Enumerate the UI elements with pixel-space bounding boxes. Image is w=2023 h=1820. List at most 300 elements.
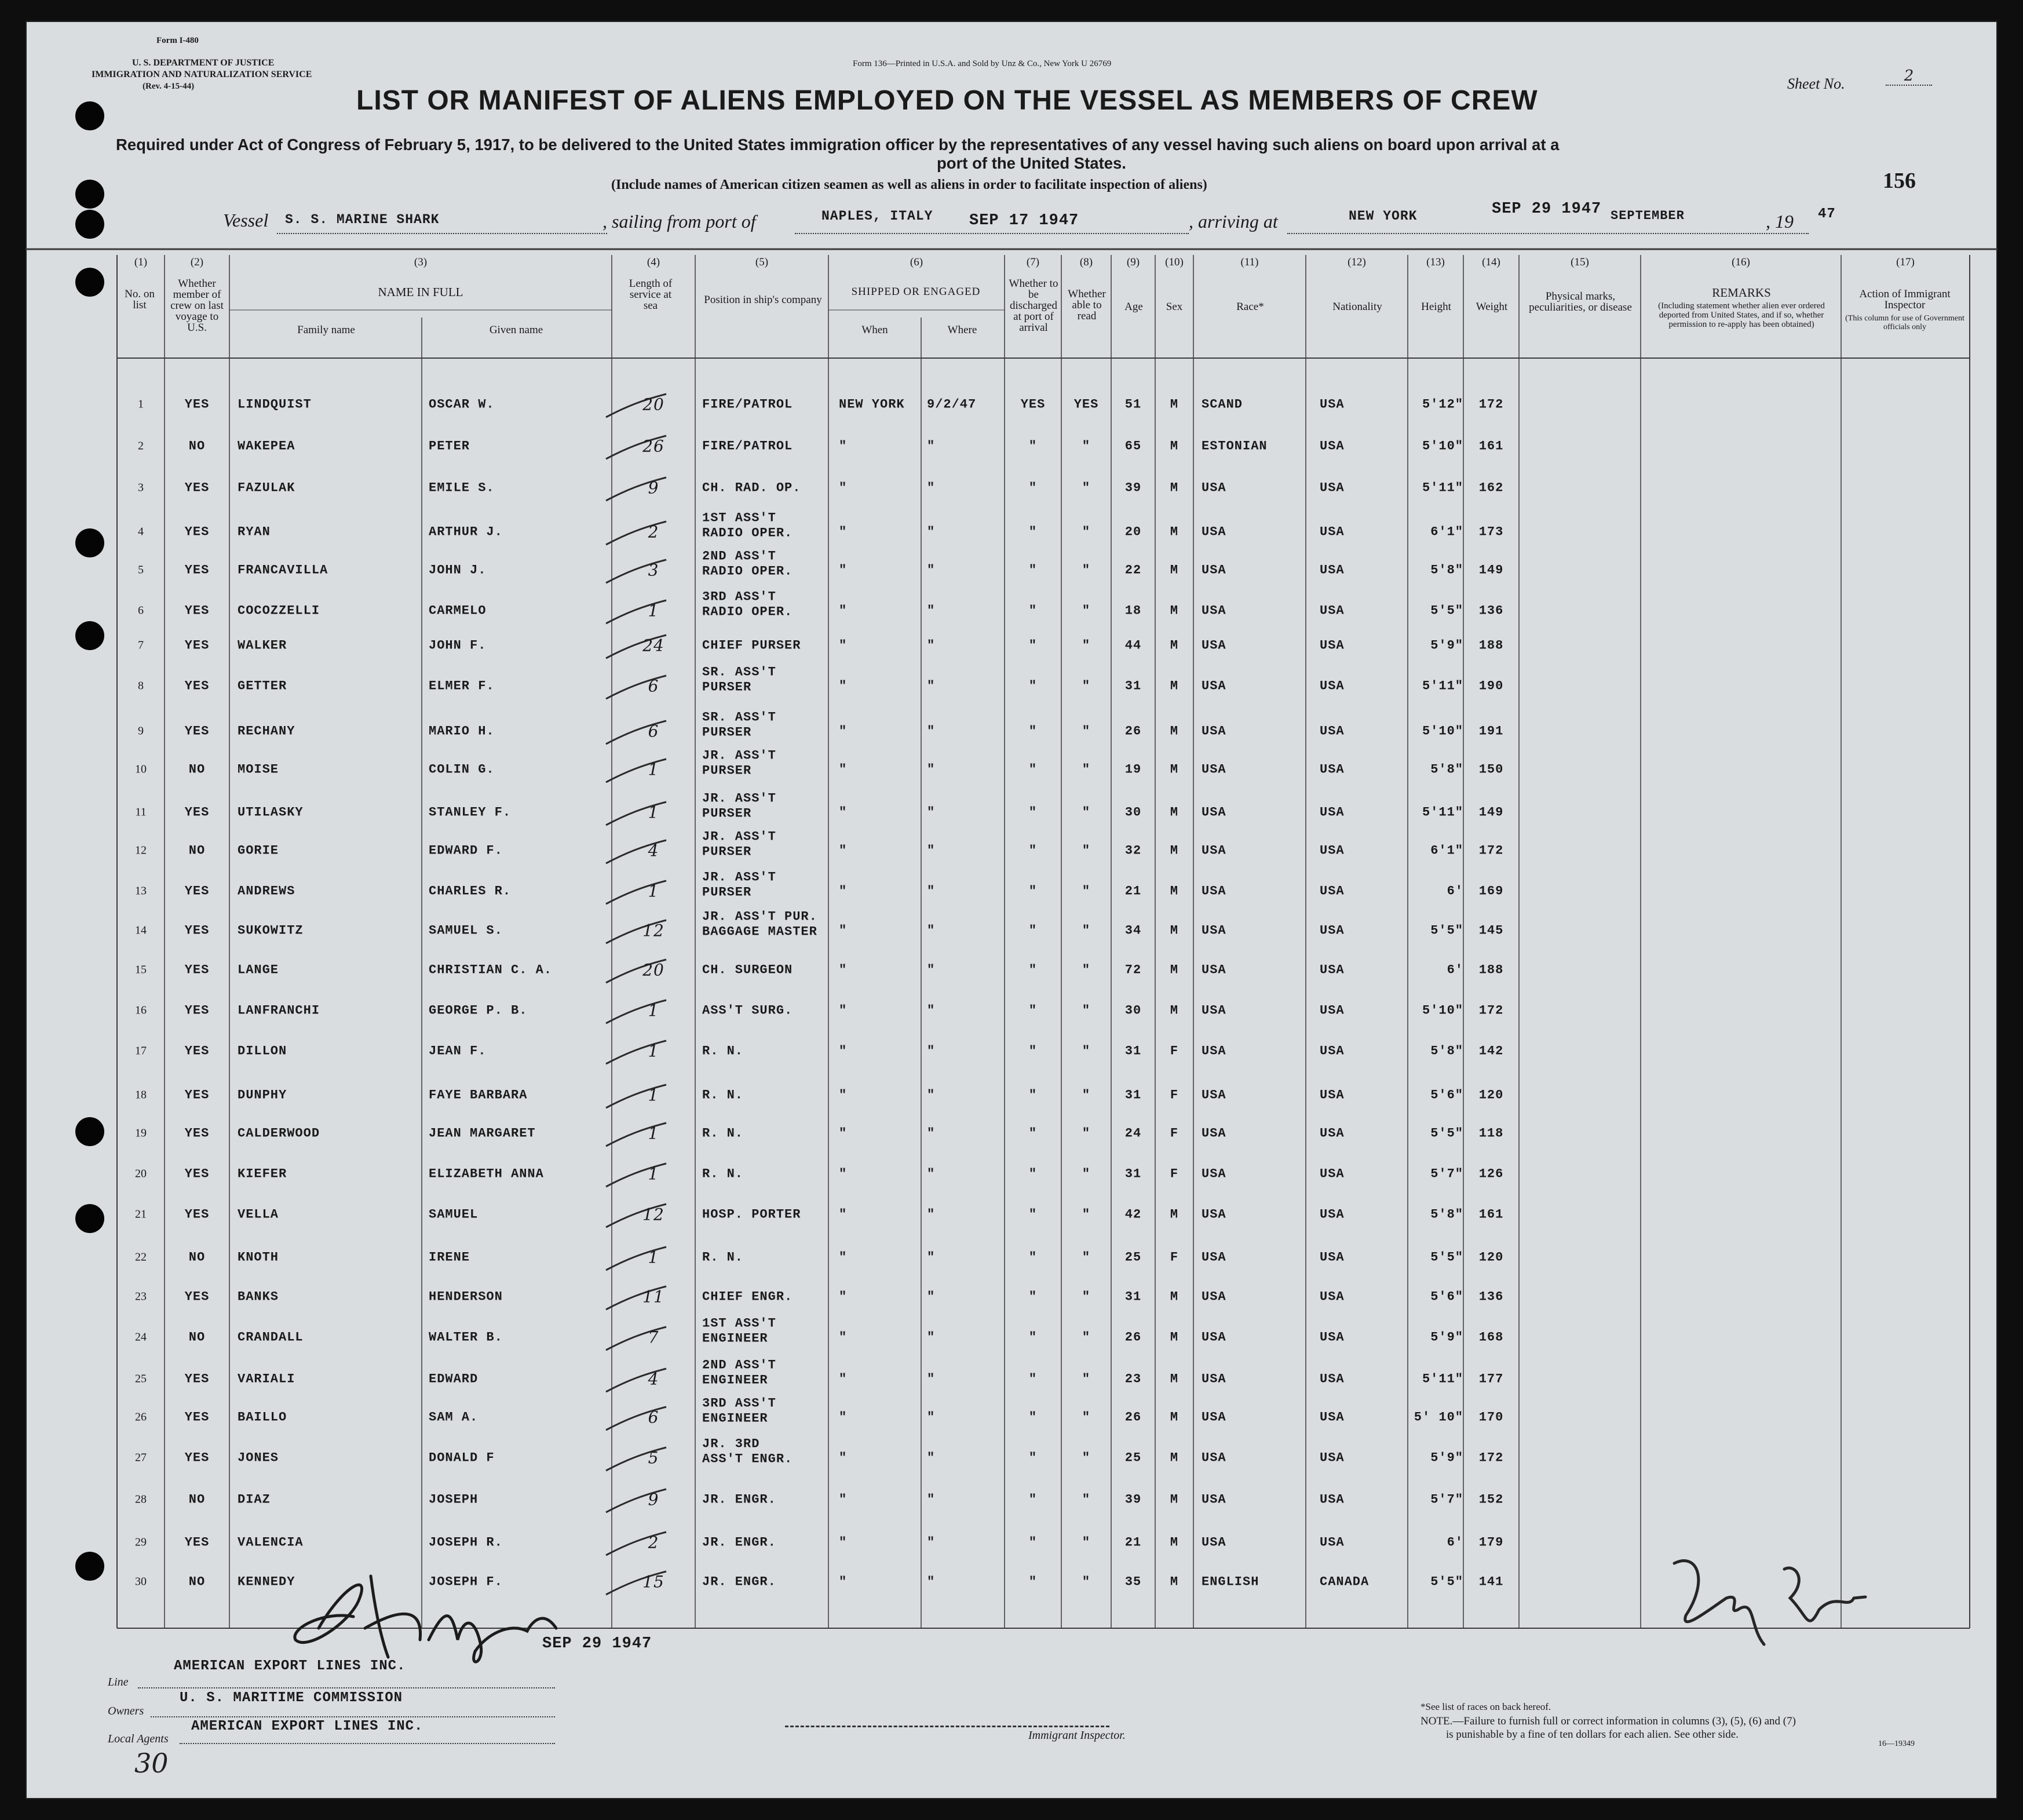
cell-position-line1: JR. ASS'T bbox=[702, 748, 776, 763]
cell-position: ASS'T SURG. bbox=[702, 1003, 793, 1018]
cell-read: " bbox=[1082, 805, 1091, 820]
cell-disch: " bbox=[1028, 563, 1038, 578]
cell-race: USA bbox=[1202, 884, 1226, 899]
cell-read: " bbox=[1082, 563, 1091, 578]
col-15-header: Physical marks, peculiarities, or disease bbox=[1529, 290, 1632, 313]
cell-prev: NO bbox=[188, 1492, 206, 1507]
column-number: (8) bbox=[1079, 256, 1093, 268]
cell-sex: M bbox=[1170, 603, 1179, 618]
cell-where: " bbox=[927, 962, 936, 978]
cell-when: " bbox=[839, 1450, 848, 1465]
cell-sex: M bbox=[1170, 397, 1179, 412]
cell-age: 26 bbox=[1124, 724, 1142, 739]
cell-where: " bbox=[927, 1450, 936, 1465]
cell-given: SAM A. bbox=[429, 1410, 479, 1425]
cell-given: CHRISTIAN C. A. bbox=[429, 962, 553, 978]
cell-age: 34 bbox=[1124, 923, 1142, 938]
cell-height: 6' bbox=[1447, 1535, 1463, 1550]
cell-prev: YES bbox=[184, 1289, 210, 1304]
cell-nat: USA bbox=[1320, 1003, 1345, 1018]
cell-weight: 179 bbox=[1478, 1535, 1504, 1550]
cell-disch: " bbox=[1028, 1410, 1038, 1425]
cell-age: 32 bbox=[1124, 843, 1142, 858]
cell-no: 5 bbox=[138, 563, 144, 577]
cell-family: CRANDALL bbox=[238, 1330, 304, 1345]
col-2-header: Whether member of crew on last voyage to U.S. bbox=[170, 278, 224, 334]
cell-no: 15 bbox=[135, 963, 147, 976]
cell-family: KENNEDY bbox=[238, 1574, 295, 1589]
cell-position: CHIEF PURSER bbox=[702, 638, 801, 653]
cell-service: 1 bbox=[648, 1041, 659, 1061]
cell-age: 31 bbox=[1124, 1166, 1142, 1181]
cell-service: 1 bbox=[648, 1001, 659, 1020]
cell-service: 4 bbox=[648, 841, 659, 860]
cell-prev: YES bbox=[184, 962, 210, 978]
cell-height: 5'6" bbox=[1430, 1289, 1463, 1304]
cell-race: SCAND bbox=[1202, 397, 1243, 412]
cell-no: 25 bbox=[135, 1372, 147, 1385]
cell-age: 26 bbox=[1124, 1410, 1142, 1425]
cell-service: 24 bbox=[642, 636, 664, 655]
cell-position-line1: JR. ASS'T bbox=[702, 829, 776, 844]
cell-family: COCOZZELLI bbox=[238, 603, 320, 618]
cell-given: PETER bbox=[429, 439, 470, 454]
cell-position: JR. ENGR. bbox=[702, 1574, 776, 1589]
cell-read: " bbox=[1082, 679, 1091, 694]
cell-race: USA bbox=[1202, 1372, 1226, 1387]
cell-weight: 190 bbox=[1478, 679, 1504, 694]
cell-sex: M bbox=[1170, 1535, 1179, 1550]
cell-prev: YES bbox=[184, 1450, 210, 1465]
agents-value: AMERICAN EXPORT LINES INC. bbox=[191, 1719, 423, 1734]
cell-where: " bbox=[927, 638, 936, 653]
column-number: (7) bbox=[1026, 256, 1040, 268]
cell-age: 35 bbox=[1124, 1574, 1142, 1589]
cell-nat: USA bbox=[1320, 1044, 1345, 1059]
cell-where: " bbox=[927, 524, 936, 539]
cell-when: " bbox=[839, 1003, 848, 1018]
cell-weight: 145 bbox=[1478, 923, 1504, 938]
cell-where: " bbox=[927, 603, 936, 618]
cell-read: " bbox=[1082, 843, 1091, 858]
cell-prev: YES bbox=[184, 679, 210, 694]
cell-age: 42 bbox=[1124, 1207, 1142, 1222]
cell-no: 12 bbox=[135, 844, 147, 857]
cell-family: BANKS bbox=[238, 1289, 279, 1304]
cell-age: 25 bbox=[1124, 1250, 1142, 1265]
year-prefix: , 19 bbox=[1766, 211, 1794, 232]
cell-position: CH. RAD. OP. bbox=[702, 480, 801, 495]
cell-weight: 172 bbox=[1478, 1003, 1504, 1018]
cell-height: 5'5" bbox=[1430, 603, 1463, 618]
cell-no: 13 bbox=[135, 884, 147, 898]
cell-age: 44 bbox=[1124, 638, 1142, 653]
cell-disch: " bbox=[1028, 638, 1038, 653]
cell-prev: YES bbox=[184, 1372, 210, 1387]
cell-position-line1: JR. 3RD bbox=[702, 1436, 760, 1451]
line-label: Line bbox=[108, 1676, 129, 1688]
cell-disch: " bbox=[1028, 843, 1038, 858]
cell-service: 15 bbox=[642, 1572, 664, 1592]
column-number: (3) bbox=[414, 256, 428, 268]
column-number: (10) bbox=[1165, 256, 1184, 268]
cell-where: " bbox=[927, 1207, 936, 1222]
cell-family: LANFRANCHI bbox=[238, 1003, 320, 1018]
cell-prev: YES bbox=[184, 1166, 210, 1181]
cell-read: " bbox=[1082, 480, 1091, 495]
cell-race: USA bbox=[1202, 843, 1226, 858]
cell-position-line1: 1ST ASS'T bbox=[702, 510, 776, 526]
cell-sex: M bbox=[1170, 1207, 1179, 1222]
cell-weight: 118 bbox=[1478, 1126, 1504, 1141]
cell-nat: USA bbox=[1320, 439, 1345, 454]
cell-when: " bbox=[839, 762, 848, 777]
signature-stamp-date: SEP 29 1947 bbox=[542, 1635, 652, 1653]
cell-age: 24 bbox=[1124, 1126, 1142, 1141]
cell-race: USA bbox=[1202, 524, 1226, 539]
cell-no: 19 bbox=[135, 1126, 147, 1140]
cell-race: USA bbox=[1202, 1330, 1226, 1345]
cell-position: CH. SURGEON bbox=[702, 962, 793, 978]
cell-service: 9 bbox=[648, 1490, 659, 1509]
cell-height: 5'12" bbox=[1422, 397, 1463, 412]
page-title: LIST OR MANIFEST OF ALIENS EMPLOYED ON THE VESSEL AS MEMBERS OF CREW bbox=[356, 85, 1538, 116]
cell-family: JONES bbox=[238, 1450, 279, 1465]
column-number: (16) bbox=[1732, 256, 1750, 268]
cell-height: 5'11" bbox=[1422, 679, 1463, 694]
cell-nat: USA bbox=[1320, 884, 1345, 899]
cell-when: " bbox=[839, 1044, 848, 1059]
cell-position-line2: RADIO OPER. bbox=[702, 526, 793, 541]
cell-no: 24 bbox=[135, 1330, 147, 1344]
cell-service: 2 bbox=[648, 1533, 659, 1552]
cell-disch: " bbox=[1028, 1126, 1038, 1141]
cell-age: 31 bbox=[1124, 1088, 1142, 1103]
cell-disch: " bbox=[1028, 1289, 1038, 1304]
cell-disch: " bbox=[1028, 805, 1038, 820]
cell-given: CARMELO bbox=[429, 603, 487, 618]
cell-disch: " bbox=[1028, 603, 1038, 618]
cell-prev: YES bbox=[184, 1044, 210, 1059]
cell-no: 1 bbox=[138, 397, 144, 411]
cell-disch: " bbox=[1028, 962, 1038, 978]
cell-read: " bbox=[1082, 1535, 1091, 1550]
cell-weight: 162 bbox=[1478, 480, 1504, 495]
cell-disch: " bbox=[1028, 1535, 1038, 1550]
cell-given: SAMUEL S. bbox=[429, 923, 503, 938]
cell-position-line2: PURSER bbox=[702, 806, 752, 821]
cell-position-line1: 3RD ASS'T bbox=[702, 589, 776, 604]
cell-nat: USA bbox=[1320, 923, 1345, 938]
service: IMMIGRATION AND NATURALIZATION SERVICE bbox=[92, 70, 312, 79]
cell-given: JOHN F. bbox=[429, 638, 487, 653]
cell-disch: YES bbox=[1020, 397, 1046, 412]
cell-weight: 126 bbox=[1478, 1166, 1504, 1181]
cell-when: " bbox=[839, 1166, 848, 1181]
sheet-number: 2 bbox=[1886, 67, 1932, 86]
vessel-label: Vessel bbox=[223, 210, 269, 231]
cell-sex: M bbox=[1170, 724, 1179, 739]
cell-sex: M bbox=[1170, 1330, 1179, 1345]
cell-position-line2: RADIO OPER. bbox=[702, 604, 793, 619]
cell-age: 20 bbox=[1124, 524, 1142, 539]
column-number: (14) bbox=[1482, 256, 1500, 268]
cell-sex: F bbox=[1170, 1088, 1179, 1103]
cell-family: MOISE bbox=[238, 762, 279, 777]
cell-family: VARIALI bbox=[238, 1372, 295, 1387]
cell-when: " bbox=[839, 1330, 848, 1345]
cell-given: FAYE BARBARA bbox=[429, 1088, 528, 1103]
cell-race: USA bbox=[1202, 563, 1226, 578]
cell-prev: YES bbox=[184, 1126, 210, 1141]
owners-underline bbox=[151, 1716, 555, 1717]
col-4-header: Length of service at sea bbox=[629, 278, 673, 312]
inspector-signature-line bbox=[785, 1726, 1109, 1727]
cell-race: ESTONIAN bbox=[1202, 439, 1268, 454]
cell-where: " bbox=[927, 1410, 936, 1425]
cell-disch: " bbox=[1028, 1250, 1038, 1265]
cell-when: " bbox=[839, 724, 848, 739]
cell-when: " bbox=[839, 439, 848, 454]
cell-position-line2: ENGINEER bbox=[702, 1411, 768, 1426]
cell-position-line1: 2ND ASS'T bbox=[702, 1358, 776, 1373]
cell-family: UTILASKY bbox=[238, 805, 304, 820]
col-7-header: Whether to be discharged at port of arrival bbox=[1009, 278, 1058, 334]
cell-read: " bbox=[1082, 1574, 1091, 1589]
cell-weight: 177 bbox=[1478, 1372, 1504, 1387]
cell-position: CHIEF ENGR. bbox=[702, 1289, 793, 1304]
cell-when: " bbox=[839, 480, 848, 495]
cell-weight: 142 bbox=[1478, 1044, 1504, 1059]
col-6-header: SHIPPED OR ENGAGED bbox=[851, 286, 981, 298]
cell-service: 6 bbox=[648, 676, 659, 696]
cell-sex: M bbox=[1170, 1289, 1179, 1304]
cell-age: 39 bbox=[1124, 1492, 1142, 1507]
cell-nat: USA bbox=[1320, 480, 1345, 495]
cell-position-line2: PURSER bbox=[702, 680, 752, 695]
cell-height: 5'9" bbox=[1430, 1330, 1463, 1345]
cell-family: KNOTH bbox=[238, 1250, 279, 1265]
cell-given: OSCAR W. bbox=[429, 397, 495, 412]
cell-read: " bbox=[1082, 439, 1091, 454]
cell-read: " bbox=[1082, 1492, 1091, 1507]
cell-given: JEAN MARGARET bbox=[429, 1126, 536, 1141]
arriving-port: NEW YORK bbox=[1349, 209, 1418, 224]
cell-given: WALTER B. bbox=[429, 1330, 503, 1345]
cell-disch: " bbox=[1028, 679, 1038, 694]
cell-sex: M bbox=[1170, 1372, 1179, 1387]
cell-given: ELIZABETH ANNA bbox=[429, 1166, 544, 1181]
print-code: 16—19349 bbox=[1878, 1739, 1915, 1748]
cell-prev: NO bbox=[188, 1330, 206, 1345]
cell-where: " bbox=[927, 439, 936, 454]
cell-no: 14 bbox=[135, 924, 147, 937]
line-underline bbox=[138, 1687, 555, 1688]
cell-read: " bbox=[1082, 1044, 1091, 1059]
cell-age: 22 bbox=[1124, 563, 1142, 578]
printer-note: Form 136—Printed in U.S.A. and Sold by Unz & Co., New York U 26769 bbox=[853, 59, 1112, 68]
cell-where: " bbox=[927, 1088, 936, 1103]
arriving-stamp: SEP 29 1947 bbox=[1492, 200, 1602, 218]
cell-when: " bbox=[839, 1126, 848, 1141]
col-6b-header: Where bbox=[947, 324, 977, 336]
cell-disch: " bbox=[1028, 1450, 1038, 1465]
cell-given: DONALD F bbox=[429, 1450, 495, 1465]
cell-nat: USA bbox=[1320, 1207, 1345, 1222]
cell-service: 20 bbox=[642, 960, 664, 980]
cell-read: " bbox=[1082, 962, 1091, 978]
cell-service: 12 bbox=[642, 921, 664, 940]
cell-disch: " bbox=[1028, 1207, 1038, 1222]
cell-no: 26 bbox=[135, 1410, 147, 1424]
cell-when: " bbox=[839, 1207, 848, 1222]
cell-nat: USA bbox=[1320, 1450, 1345, 1465]
cell-family: ANDREWS bbox=[238, 884, 295, 899]
cell-sex: M bbox=[1170, 1410, 1179, 1425]
cell-when: NEW YORK bbox=[839, 397, 905, 412]
cell-when: " bbox=[839, 638, 848, 653]
cell-sex: M bbox=[1170, 1003, 1179, 1018]
col-16-subheader: (Including statement whether alien ever ordered deported from United States, and if so, whether permission to re-apply has been obtained) bbox=[1658, 301, 1825, 329]
cell-service: 6 bbox=[648, 721, 659, 741]
cell-family: CALDERWOOD bbox=[238, 1126, 320, 1141]
cell-nat: USA bbox=[1320, 843, 1345, 858]
cell-family: LINDQUIST bbox=[238, 397, 312, 412]
cell-no: 21 bbox=[135, 1208, 147, 1221]
penalty-note-line1: NOTE.—Failure to furnish full or correct information in columns (3), (5), (6) and (7) bbox=[1421, 1715, 1796, 1727]
cell-position-line2: ENGINEER bbox=[702, 1331, 768, 1346]
cell-when: " bbox=[839, 1088, 848, 1103]
sailing-label: , sailing from port of bbox=[602, 211, 756, 232]
cell-no: 6 bbox=[138, 604, 144, 617]
subtitle-line3: (Include names of American citizen seamen as well as aliens in order to facilitate inspection of aliens) bbox=[611, 177, 1207, 192]
handwritten-count: 30 bbox=[134, 1748, 169, 1779]
owners-value: U. S. MARITIME COMMISSION bbox=[180, 1690, 403, 1706]
cell-no: 18 bbox=[135, 1088, 147, 1102]
cell-service: 7 bbox=[648, 1327, 659, 1347]
cell-family: DIAZ bbox=[238, 1492, 271, 1507]
cell-read: " bbox=[1082, 724, 1091, 739]
cell-sex: M bbox=[1170, 524, 1179, 539]
cell-weight: 152 bbox=[1478, 1492, 1504, 1507]
cell-race: USA bbox=[1202, 1250, 1226, 1265]
cell-service: 3 bbox=[648, 560, 659, 580]
cell-position: R. N. bbox=[702, 1044, 744, 1059]
cell-weight: 149 bbox=[1478, 563, 1504, 578]
cell-sex: M bbox=[1170, 679, 1179, 694]
cell-race: USA bbox=[1202, 1003, 1226, 1018]
cell-prev: YES bbox=[184, 524, 210, 539]
cell-sex: F bbox=[1170, 1044, 1179, 1059]
cell-where: 9/2/47 bbox=[927, 397, 977, 412]
cell-read: " bbox=[1082, 1330, 1091, 1345]
cell-nat: USA bbox=[1320, 724, 1345, 739]
cell-height: 5'8" bbox=[1430, 762, 1463, 777]
cell-nat: USA bbox=[1320, 397, 1345, 412]
cell-position: R. N. bbox=[702, 1088, 744, 1103]
cell-no: 17 bbox=[135, 1044, 147, 1057]
col-6a-header: When bbox=[861, 324, 888, 336]
cell-race: USA bbox=[1202, 1044, 1226, 1059]
cell-height: 6'1" bbox=[1430, 524, 1463, 539]
column-number: (6) bbox=[910, 256, 923, 268]
cell-read: " bbox=[1082, 1207, 1091, 1222]
cell-race: USA bbox=[1202, 603, 1226, 618]
cell-age: 21 bbox=[1124, 884, 1142, 899]
cell-prev: YES bbox=[184, 1207, 210, 1222]
cell-family: FRANCAVILLA bbox=[238, 563, 328, 578]
cell-age: 31 bbox=[1124, 1289, 1142, 1304]
cell-family: BAILLO bbox=[238, 1410, 287, 1425]
cell-sex: M bbox=[1170, 638, 1179, 653]
cell-disch: " bbox=[1028, 1166, 1038, 1181]
cell-family: VELLA bbox=[238, 1207, 279, 1222]
cell-weight: 169 bbox=[1478, 884, 1504, 899]
cell-given: STANLEY F. bbox=[429, 805, 512, 820]
cell-height: 5'9" bbox=[1430, 638, 1463, 653]
cell-disch: " bbox=[1028, 1003, 1038, 1018]
cell-disch: " bbox=[1028, 524, 1038, 539]
cell-where: " bbox=[927, 480, 936, 495]
cell-where: " bbox=[927, 1574, 936, 1589]
cell-age: 72 bbox=[1124, 962, 1142, 978]
column-number: (12) bbox=[1348, 256, 1366, 268]
cell-no: 27 bbox=[135, 1451, 147, 1464]
cell-weight: 141 bbox=[1478, 1574, 1504, 1589]
agents-label: Local Agents bbox=[108, 1733, 169, 1745]
cell-position-line2: PURSER bbox=[702, 844, 752, 859]
cell-height: 6'1" bbox=[1430, 843, 1463, 858]
cell-position: FIRE/PATROL bbox=[702, 439, 793, 454]
cell-sex: M bbox=[1170, 439, 1179, 454]
cell-sex: F bbox=[1170, 1126, 1179, 1141]
cell-age: 19 bbox=[1124, 762, 1142, 777]
cell-disch: " bbox=[1028, 1492, 1038, 1507]
cell-service: 1 bbox=[648, 760, 659, 779]
cell-disch: " bbox=[1028, 480, 1038, 495]
cell-position-line1: JR. ASS'T bbox=[702, 870, 776, 885]
cell-prev: NO bbox=[188, 1574, 206, 1589]
cell-given: ARTHUR J. bbox=[429, 524, 503, 539]
cell-weight: 170 bbox=[1478, 1410, 1504, 1425]
cell-where: " bbox=[927, 563, 936, 578]
cell-race: USA bbox=[1202, 1535, 1226, 1550]
cell-position-line1: JR. ASS'T PUR. bbox=[702, 909, 817, 924]
cell-family: WALKER bbox=[238, 638, 287, 653]
cell-disch: " bbox=[1028, 439, 1038, 454]
column-number: (9) bbox=[1126, 256, 1140, 268]
cell-family: SUKOWITZ bbox=[238, 923, 304, 938]
cell-read: " bbox=[1082, 1450, 1091, 1465]
column-number: (11) bbox=[1240, 256, 1259, 268]
line-value: AMERICAN EXPORT LINES INC. bbox=[174, 1658, 406, 1674]
col-16-header: REMARKS bbox=[1712, 286, 1771, 300]
cell-height: 5'9" bbox=[1430, 1450, 1463, 1465]
cell-age: 30 bbox=[1124, 1003, 1142, 1018]
cell-when: " bbox=[839, 1535, 848, 1550]
cell-height: 5'10" bbox=[1422, 1003, 1463, 1018]
cell-when: " bbox=[839, 679, 848, 694]
cell-when: " bbox=[839, 1372, 848, 1387]
cell-family: DUNPHY bbox=[238, 1088, 287, 1103]
cell-read: " bbox=[1082, 603, 1091, 618]
cell-position-line2: PURSER bbox=[702, 725, 752, 740]
cell-where: " bbox=[927, 805, 936, 820]
cell-sex: M bbox=[1170, 1450, 1179, 1465]
cell-given: GEORGE P. B. bbox=[429, 1003, 528, 1018]
cell-prev: YES bbox=[184, 1410, 210, 1425]
cell-when: " bbox=[839, 923, 848, 938]
